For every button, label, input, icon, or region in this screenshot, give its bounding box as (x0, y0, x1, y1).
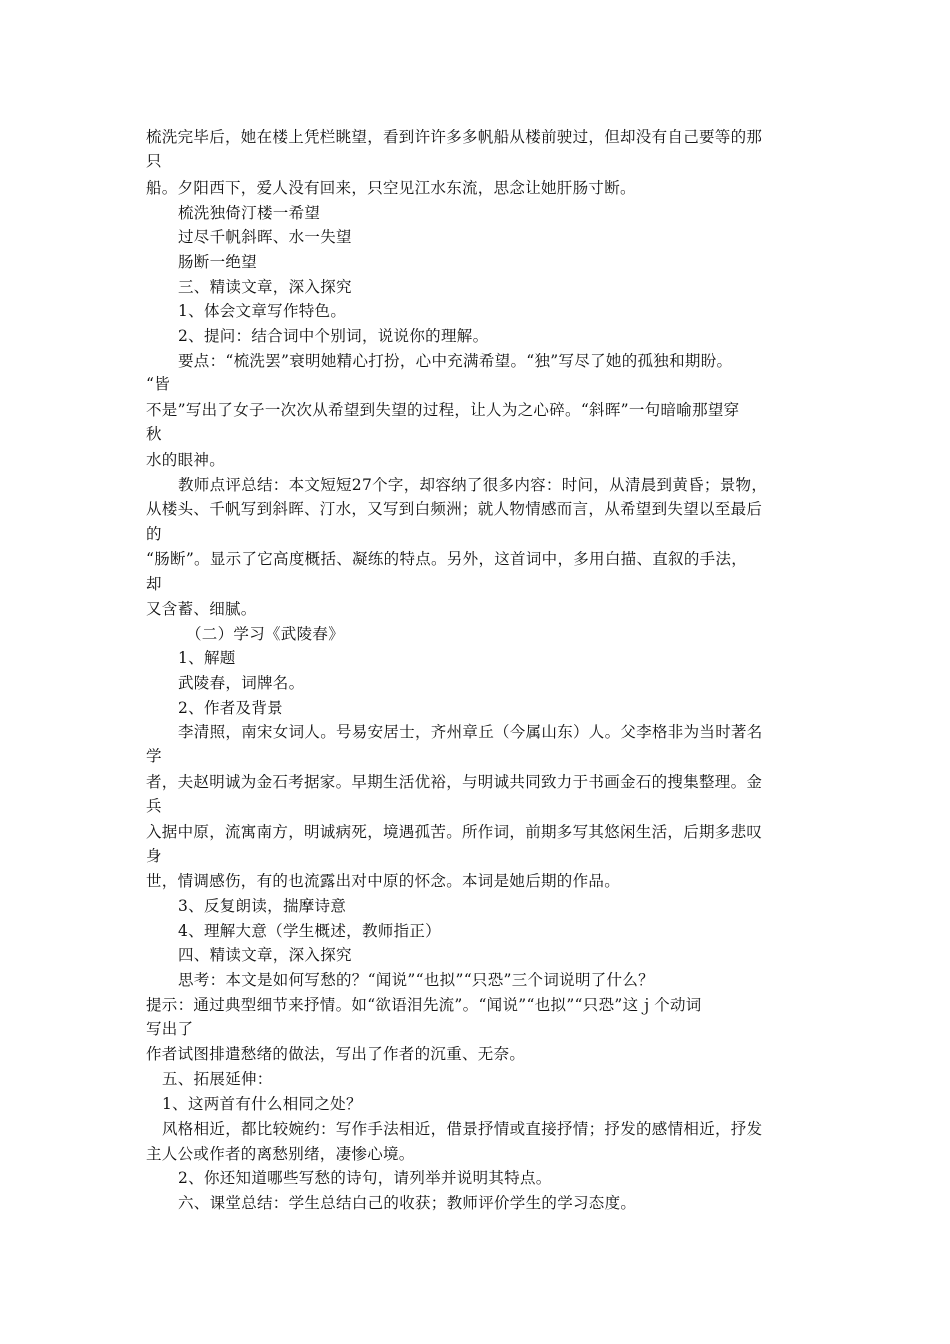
text-line: 提示：通过典型细节来抒情。如“欲语泪先流”。“闻说”“也拟”“只恐”这ｊ个动词 (146, 996, 702, 1014)
text-line: 却 (146, 575, 162, 593)
text-line: 梳洗独倚汀楼一希望 (178, 204, 321, 222)
section-heading: （二）学习《武陵春》 (186, 625, 345, 643)
text-line: 武陵春，词牌名。 (178, 674, 305, 692)
text-line: 思考：本文是如何写愁的？“闻说”“也拟”“只恐”三个词说明了什么？ (178, 971, 654, 989)
text-line: 1、体会文章写作特色。 (178, 302, 347, 320)
text-line: 水的眼神。 (146, 451, 226, 469)
text-line: 身 (146, 847, 162, 865)
text-line: 从楼头、千帆写到斜晖、汀水，又写到白频洲；就人物情感而言，从希望到失望以至最后 (146, 500, 763, 518)
text-line: 不是”写出了女子一次次从希望到失望的过程，让人为之心碎。“斜晖”一句暗喻那望穿 (146, 401, 740, 419)
text-line: 只 (146, 152, 162, 170)
text-line: 过尽千帆斜晖、水一失望 (178, 228, 352, 246)
text-line: 李清照，南宋女词人。号易安居士，齐州章丘（今属山东）人。父李格非为当时著名 (178, 723, 763, 741)
text-line: “皆 (146, 375, 171, 393)
text-line: 1、这两首有什么相同之处？ (162, 1095, 362, 1113)
text-line: 兵 (146, 797, 162, 815)
section-heading: 五、拓展延伸： (162, 1070, 273, 1088)
text-line: 4、理解大意（学生概述，教师指正） (178, 922, 441, 940)
text-line: 1、解题 (178, 649, 236, 667)
section-heading: 四、精读文章，深入探究 (178, 946, 352, 964)
section-heading: 六、课堂总结：学生总结白己的收获；教师评价学生的学习态度。 (178, 1194, 637, 1212)
text-line: 教师点评总结：本文短短27个字，却容纳了很多内容：时问，从清晨到黄昏；景物， (178, 476, 768, 494)
text-line: 又含蓄、细腻。 (146, 600, 257, 618)
text-line: 主人公或作者的离愁别绪，凄惨心境。 (146, 1145, 415, 1163)
text-line: 2、你还知道哪些写愁的诗句，请列举并说明其特点。 (178, 1169, 552, 1187)
text-line: 3、反复朗读，揣摩诗意 (178, 897, 347, 915)
text-line: 风格相近，都比较婉约：写作手法相近，借景抒情或直接抒情；抒发的感情相近，抒发 (162, 1120, 763, 1138)
text-line: 者，夫赵明诚为金石考据家。早期生活优裕，与明诚共同致力于书画金石的搜集整理。金 (146, 773, 763, 791)
text-line: “肠断”。显示了它高度概括、凝练的特点。另外，这首词中，多用白描、直叙的手法， (146, 550, 748, 568)
text-line: 写出了 (146, 1020, 194, 1038)
text-line: 肠断一绝望 (178, 253, 258, 271)
text-line: 2、提问：结合词中个别词，说说你的理解。 (178, 327, 489, 345)
text-line: 入据中原，流寓南方，明诚病死，境遇孤苦。所作词，前期多写其悠闲生活，后期多悲叹 (146, 823, 763, 841)
text-line: 船。夕阳西下，爱人没有回来，只空见江水东流，思念让她肝肠寸断。 (146, 179, 636, 197)
text-line: 梳洗完毕后，她在楼上凭栏眺望，看到许许多多帆船从楼前驶过，但却没有自己要等的那 (146, 128, 763, 146)
text-line: 2、作者及背景 (178, 699, 283, 717)
text-line: 学 (146, 747, 162, 765)
text-line: 世，情调感伤，有的也流露出对中原的怀念。本词是她后期的作品。 (146, 872, 621, 890)
text-line: 的 (146, 525, 162, 543)
text-line: 秋 (146, 425, 162, 443)
section-heading: 三、精读文章，深入探究 (178, 278, 352, 296)
text-line: 作者试图排遣愁绪的做法，写出了作者的沉重、无奈。 (146, 1045, 526, 1063)
text-line: 要点：“梳洗罢”衰明她精心打扮，心中充满希望。“独”写尽了她的孤独和期盼。 (178, 352, 733, 370)
